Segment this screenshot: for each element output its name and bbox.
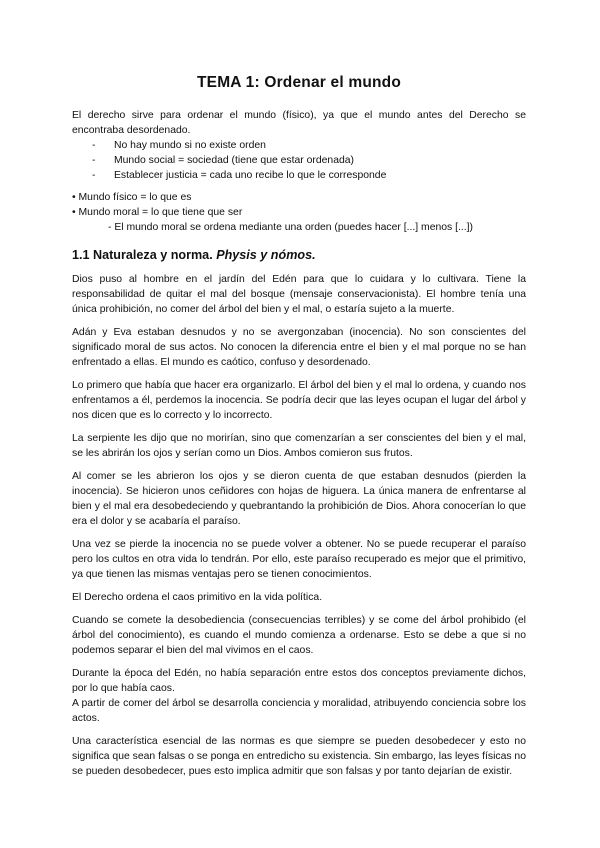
bullet-item-physical-world: • Mundo físico = lo que es: [72, 192, 192, 203]
dash-list: [72, 138, 526, 183]
page-title: TEMA 1: Ordenar el mundo: [196, 74, 402, 91]
list-item: - No hay mundo si no existe orden: [92, 138, 526, 153]
list-item: - Mundo social = sociedad (tiene que estar ordenada): [92, 153, 526, 168]
sub-bullet-item: - El mundo moral se ordena mediante una orden (puedes hacer [...] menos [...]): [108, 222, 474, 233]
section-heading-italic: Physis y nómos.: [216, 248, 316, 262]
paragraph: Una vez se pierde la inocencia no se puede volver a obtener. No se puede recuperar el paraíso pero los cultos en otra vida lo tendrán. Por ello, este paraíso recuperado es mejor que el primitivo, ya que tienen las mismas ventajas pero se tienen conocimientos.: [72, 539, 526, 580]
paragraph: Al comer se les abrieron los ojos y se dieron cuenta de que estaban desnudos (pierden la inocencia). Se hicieron unos ceñidores con hojas de higuera. La única manera de enfrentarse al bien y el mal era desobedeciendo y quebrantando la prohibición de Dios. Ahora conocerían lo que era el dolor y se acabaría el paraíso.: [72, 471, 526, 527]
document-content: [72, 74, 526, 779]
paragraph: La serpiente les dijo que no morirían, sino que comenzarían a ser conscientes del bien y el mal, se les abrirán los ojos y serían como un Dios. Ambos comieron sus frutos.: [72, 433, 526, 459]
paragraph: Durante la época del Edén, no había separación entre estos dos conceptos previamente dichos, por lo que había caos.: [72, 668, 526, 694]
paragraph: A partir de comer del árbol se desarrolla conciencia y moralidad, atribuyendo conciencia sobre los actos.: [72, 698, 526, 724]
section-heading-number: 1.1 Naturaleza y norma.: [72, 248, 217, 262]
intro-paragraph: El derecho sirve para ordenar el mundo (físico), ya que el mundo antes del Derecho se encontraba desordenado.: [72, 110, 526, 136]
paragraph: Una característica esencial de las normas es que siempre se pueden desobedecer y esto no significa que sean falsas o se ponga en entredicho su existencia. Sin embargo, las leyes físicas no se pueden desobedecer, pues esto implica admitir que son falsas y por tanto dejarían de existir.: [72, 736, 526, 777]
paragraph: Adán y Eva estaban desnudos y no se avergonzaban (inocencia). No son conscientes del significado moral de sus actos. No conocen la diferencia entre el bien y el mal porque no se han enfrentado a ellas. El mundo es caótico, confuso y desordenado.: [72, 327, 526, 368]
bullet-list: [72, 190, 526, 235]
paragraph: El Derecho ordena el caos primitivo en la vida política.: [72, 592, 323, 603]
paragraph: Dios puso al hombre en el jardín del Edén para que lo cuidara y lo cultivara. Tiene la responsabilidad de quitar el mal del bosque (mensaje conservacionista). El hombre tenía una única prohibición, no comer del árbol del bien y el mal, o estaría sujeto a la muerte.: [72, 274, 526, 315]
paragraph: Cuando se comete la desobediencia (consecuencias terribles) y se come del árbol prohibido (el árbol del conocimiento), es cuando el mundo comienza a ordenarse. Esto se debe a que si no podemos separar el bien del mal vivimos en el caos.: [72, 615, 526, 656]
paragraph: Lo primero que había que hacer era organizarlo. El árbol del bien y el mal lo ordena, y cuando nos enfrentamos a él, perdemos la inocencia. Se podría decir que las leyes ocupan el lugar del árbol y nos dicen que es lo correcto y lo incorrecto.: [72, 380, 526, 421]
bullet-item-moral-world: • Mundo moral = lo que tiene que ser: [72, 207, 243, 218]
section-heading: [72, 248, 526, 262]
list-item: - Establecer justicia = cada uno recibe lo que le corresponde: [92, 168, 526, 183]
